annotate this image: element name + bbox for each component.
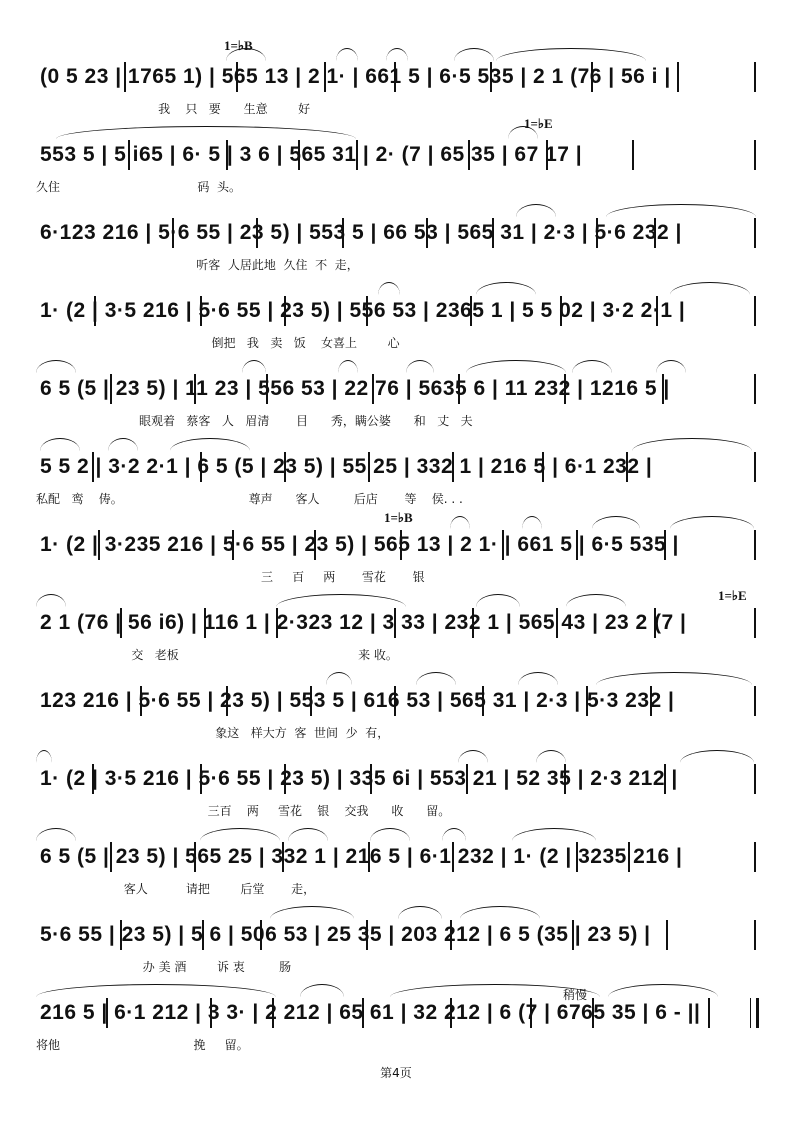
score-line-lyrics: 我 只 要 生意 好	[36, 102, 311, 116]
score-line-lyrics: 眼观着 蔡客 人 眉清 目 秀，瞒公婆 和 丈 夫	[36, 414, 473, 428]
score-line-lyrics: 将他 挽 留。	[36, 1038, 249, 1052]
key-change-3: 1=♭B	[384, 510, 413, 525]
score-line-notes: 216 5 | 6·1 212 | 3 3· | 2 212 | 65 61 | 32 212 | 6 (7 | 6765 35 | 6 - ||	[40, 1001, 701, 1024]
score-line-notes: (0 5 23 | 1765 1) | 565 13 | 2 1· | 661 5 | 6·5 535 | 2 1 (76 | 56 i |	[40, 65, 671, 88]
score-line-lyrics: 交 老板 来 收。	[36, 648, 398, 662]
key-change-4: 1=♭E	[718, 588, 747, 603]
score-line-lyrics: 倒把 我 卖 饭 女喜上 心	[36, 336, 400, 350]
score-line-lyrics: 三百 两 雪花 银 交我 收 留。	[36, 804, 451, 818]
score-line-lyrics: 办 美 酒 诉 衷 肠	[36, 960, 292, 974]
score-line-notes: 6·123 216 | 5·6 55 | 23 5) | 553 5 | 66 53 | 565 31 | 2·3 | 5·6 232 |	[40, 221, 682, 244]
score-line-lyrics: 久住 码 头。	[36, 180, 241, 194]
page-number: 第4页	[380, 1066, 412, 1080]
key-change-1: 1=♭B	[224, 38, 253, 53]
key-change-2: 1=♭E	[524, 116, 553, 131]
score-line-notes: 123 216 | 5·6 55 | 23 5) | 553 5 | 616 53 | 565 31 | 2·3 | 5·3 232 |	[40, 689, 675, 712]
score-line-notes: 6 5 (5 | 23 5) | 11 23 | 556 53 | 22 76 | 5635 6 | 11 232 | 1216 5 |	[40, 377, 670, 400]
score-line-notes: 5 5 2 | 3·2 2·1 | 6 5 (5 | 23 5) | 55 25 | 332 1 | 216 5 | 6·1 232 |	[40, 455, 653, 478]
score-line-lyrics: 客人 请把 后堂 走，	[36, 882, 316, 896]
score-line-lyrics: 听客 人居此地 久住 不 走，	[36, 258, 359, 272]
score-line-lyrics: 象这 样大方 客 世间 少 有，	[36, 726, 390, 740]
score-line-notes: 5·6 55 | 23 5) | 5 6 | 506 53 | 25 35 | 203 212 | 6 5 (35 | 23 5) |	[40, 923, 651, 946]
score-line-notes: 1· (2 | 3·5 216 | 5·6 55 | 23 5) | 335 6i | 553 21 | 52 35 | 2·3 212 |	[40, 767, 678, 790]
tempo-marking: 稍慢	[563, 988, 588, 1002]
score-line-notes: 1· (2 | 3·5 216 | 5·6 55 | 23 5) | 556 53 | 2365 1 | 5 5 02 | 3·2 2·1 |	[40, 299, 686, 322]
score-line-13	[36, 976, 758, 1076]
score-line-notes: 6 5 (5 | 23 5) | 565 25 | 332 1 | 216 5 | 6·1 232 | 1· (2 | 3235 216 |	[40, 845, 683, 868]
score-line-lyrics: 私配 鸾 俦。 尊声 客人 后店 等 侯. . .	[36, 492, 463, 506]
score-line-notes: 553 5 | 5 i65 | 6· 5 | 3 6 | 565 31 | 2· (7 | 65 35 | 67 17 |	[40, 143, 583, 166]
score-line-notes: 2 1 (76 | 56 i6) | 116 1 | 2·323 12 | 3 33 | 232 1 | 565 43 | 23 2 (7 |	[40, 611, 687, 634]
score-line-notes: 1· (2 | 3·235 216 | 5·6 55 | 23 5) | 565 13 | 2 1· | 661 5 | 6·5 535 |	[40, 533, 679, 556]
score-line-lyrics: 三 百 两 雪花 银	[36, 570, 425, 584]
